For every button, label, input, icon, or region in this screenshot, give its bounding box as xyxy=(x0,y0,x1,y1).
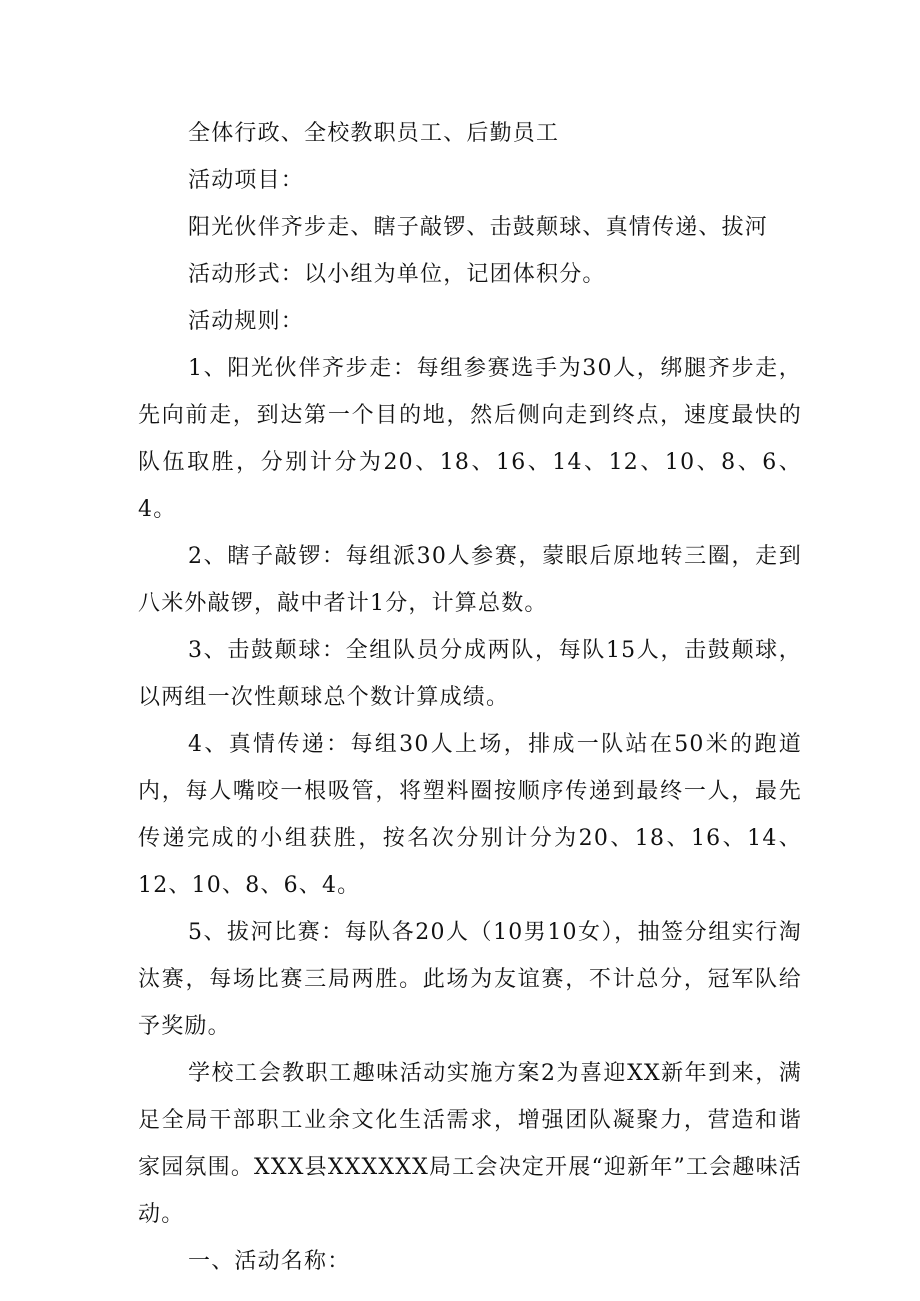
paragraph-rule-1: 1、阳光伙伴齐步走：每组参赛选手为30人，绑腿齐步走，先向前走，到达第一个目的地，然后侧向走到终点，速度最快的队伍取胜，分别计分为20、18、16、14、12、10、8、6、4。 xyxy=(138,356,802,522)
section-heading-activity-name: 一、活动名称： xyxy=(188,1249,351,1274)
paragraph-rules-heading: 活动规则： xyxy=(188,309,305,334)
paragraph-participants: 全体行政、全校教职员工、后勤员工 xyxy=(188,121,560,146)
paragraph-activity-items: 阳光伙伴齐步走、瞎子敲锣、击鼓颠球、真情传递、拔河 xyxy=(188,215,769,240)
document-body xyxy=(138,110,802,1285)
paragraph-rule-3: 3、击鼓颠球：全组队员分成两队，每队15人，击鼓颠球，以两组一次性颠球总个数计算成绩。 xyxy=(138,638,802,710)
paragraph-activity-items-heading: 活动项目： xyxy=(188,168,305,193)
paragraph-rule-2: 2、瞎子敲锣：每组派30人参赛，蒙眼后原地转三圈，走到八米外敲锣，敲中者计1分，计算总数。 xyxy=(138,544,802,616)
paragraph-rule-5: 5、拔河比赛：每队各20人（10男10女），抽签分组实行淘汰赛，每场比赛三局两胜。此场为友谊赛，不计总分，冠军队给予奖励。 xyxy=(138,920,802,1039)
paragraph-activity-form: 活动形式：以小组为单位，记团体积分。 xyxy=(188,262,606,287)
paragraph-plan-2-intro: 学校工会教职工趣味活动实施方案2为喜迎XX新年到来，满足全局干部职工业余文化生活需求，增强团队凝聚力，营造和谐家园氛围。XXX县XXXXXX局工会决定开展“迎新年”工会趣味活动。 xyxy=(138,1061,802,1227)
paragraph-rule-4: 4、真情传递：每组30人上场，排成一队站在50米的跑道内，每人嘴咬一根吸管，将塑料圈按顺序传递到最终一人，最先传递完成的小组获胜，按名次分别计分为20、18、16、14、12、10、8、6、4。 xyxy=(138,732,802,898)
